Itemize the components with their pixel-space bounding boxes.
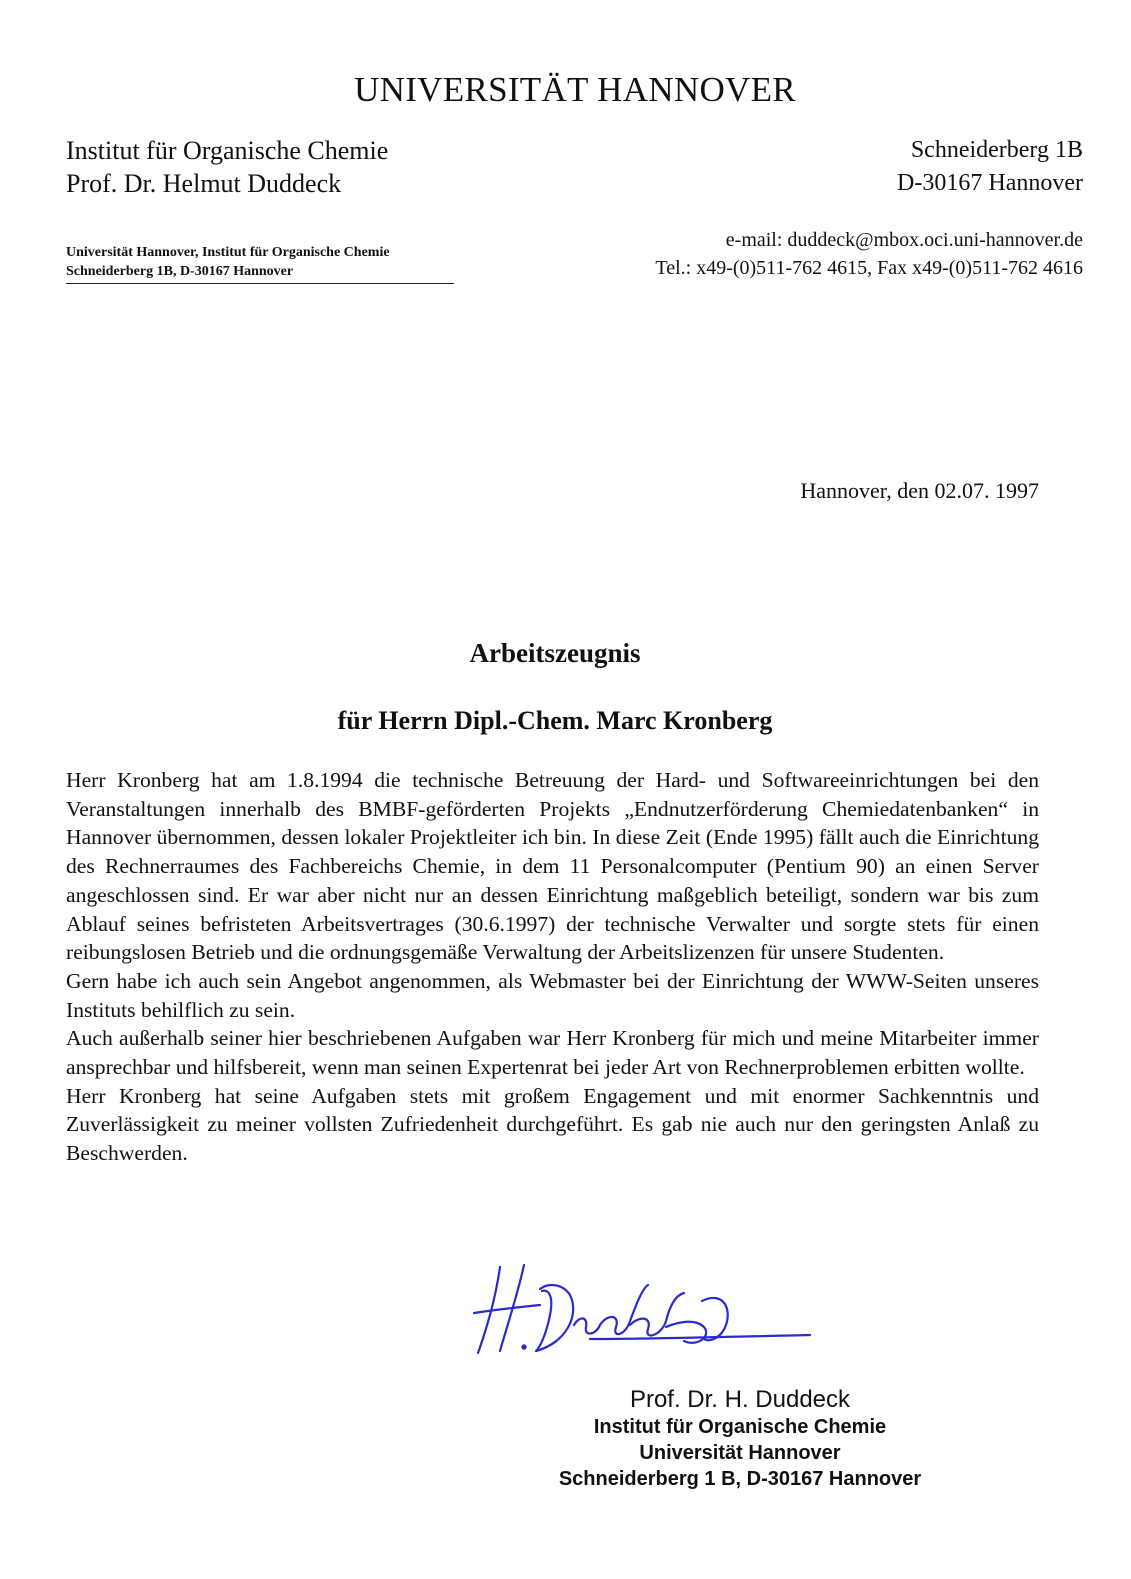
- institute-name: Institut für Organische Chemie: [66, 136, 389, 165]
- stamp-address: Schneiderberg 1 B, D-30167 Hannover: [558, 1468, 922, 1490]
- university-heading: UNIVERSITÄT HANNOVER: [354, 70, 796, 109]
- signature-stamp: [330, 1385, 1131, 1492]
- handwritten-signature: [470, 1255, 815, 1365]
- paragraph: Gern habe ich auch sein Angebot angenommen, als Webmaster bei der Einrichtung der WWW-Seiten unseres Instituts behilflich zu sein.: [66, 968, 1039, 1022]
- letter-body: [66, 766, 1039, 1168]
- institute-block: [66, 134, 388, 200]
- contact-block: [655, 226, 1083, 282]
- document-title: Arbeitszeugnis: [469, 638, 641, 668]
- paragraph: Herr Kronberg hat seine Aufgaben stets mit großem Engagement und mit enormer Sachkenntnis und Zuverlässigkeit zu meiner vollsten Zufriedenheit durchgeführt. Es gab nie auch nur den geringsten Anlaß zu Beschwerden.: [66, 1083, 1039, 1166]
- professor-name: Prof. Dr. Helmut Duddeck: [66, 169, 342, 198]
- email: e-mail: duddeck@mbox.oci.uni-hannover.de: [725, 229, 1083, 251]
- stamp-name: Prof. Dr. H. Duddeck: [629, 1386, 851, 1413]
- sender-line-2: Schneiderberg 1B, D-30167 Hannover: [66, 264, 294, 279]
- street: Schneiderberg 1B: [910, 137, 1083, 163]
- address-block: [897, 134, 1083, 200]
- paragraph: Herr Kronberg hat am 1.8.1994 die technische Betreuung der Hard- und Softwareeinrichtungen bei den Veranstaltungen innerhalb des BMBF-geförderten Projekts „Endnutzerförderung Chemiedatenbanken“ in Hannover übernommen, dessen lokaler Projektleiter ich bin. In diese Zeit (Ende 1995) fällt auch die Einrichtung des Rechnerraumes des Fachbereichs Chemie, in dem 11 Personalcomputer (Pentium 90) an einen Server angeschlossen sind. Er war aber nicht nur an dessen Einrichtung maßgeblich beteiligt, sondern war bis zum Ablauf seines befristeten Arbeitsvertrages (30.6.1997) der technische Verwalter und sorgte stets für einen reibungslosen Betrieb und die ordnungsgemäße Verwaltung der Arbeitslizenzen für unsere Studenten.: [66, 768, 1039, 965]
- stamp-institute: Institut für Organische Chemie: [593, 1416, 887, 1438]
- phone-fax: Tel.: x49-(0)511-762 4615, Fax x49-(0)511-762 4616: [655, 257, 1083, 279]
- stamp-university: Universität Hannover: [639, 1442, 841, 1464]
- paragraph: Auch außerhalb seiner hier beschriebenen Aufgaben war Herr Kronberg für mich und meine Mitarbeiter immer ansprechbar und hilfsbereit, wenn man seinen Expertenrat bei jeder Art von Rechnerproblemen erbitten wollte.: [66, 1026, 1039, 1080]
- city: D-30167 Hannover: [897, 170, 1083, 196]
- letter-date: Hannover, den 02.07. 1997: [800, 478, 1039, 503]
- sender-return-address: [66, 243, 454, 284]
- sender-line-1: Universität Hannover, Institut für Organische Chemie: [66, 245, 390, 260]
- document-subtitle: für Herrn Dipl.-Chem. Marc Kronberg: [337, 706, 773, 735]
